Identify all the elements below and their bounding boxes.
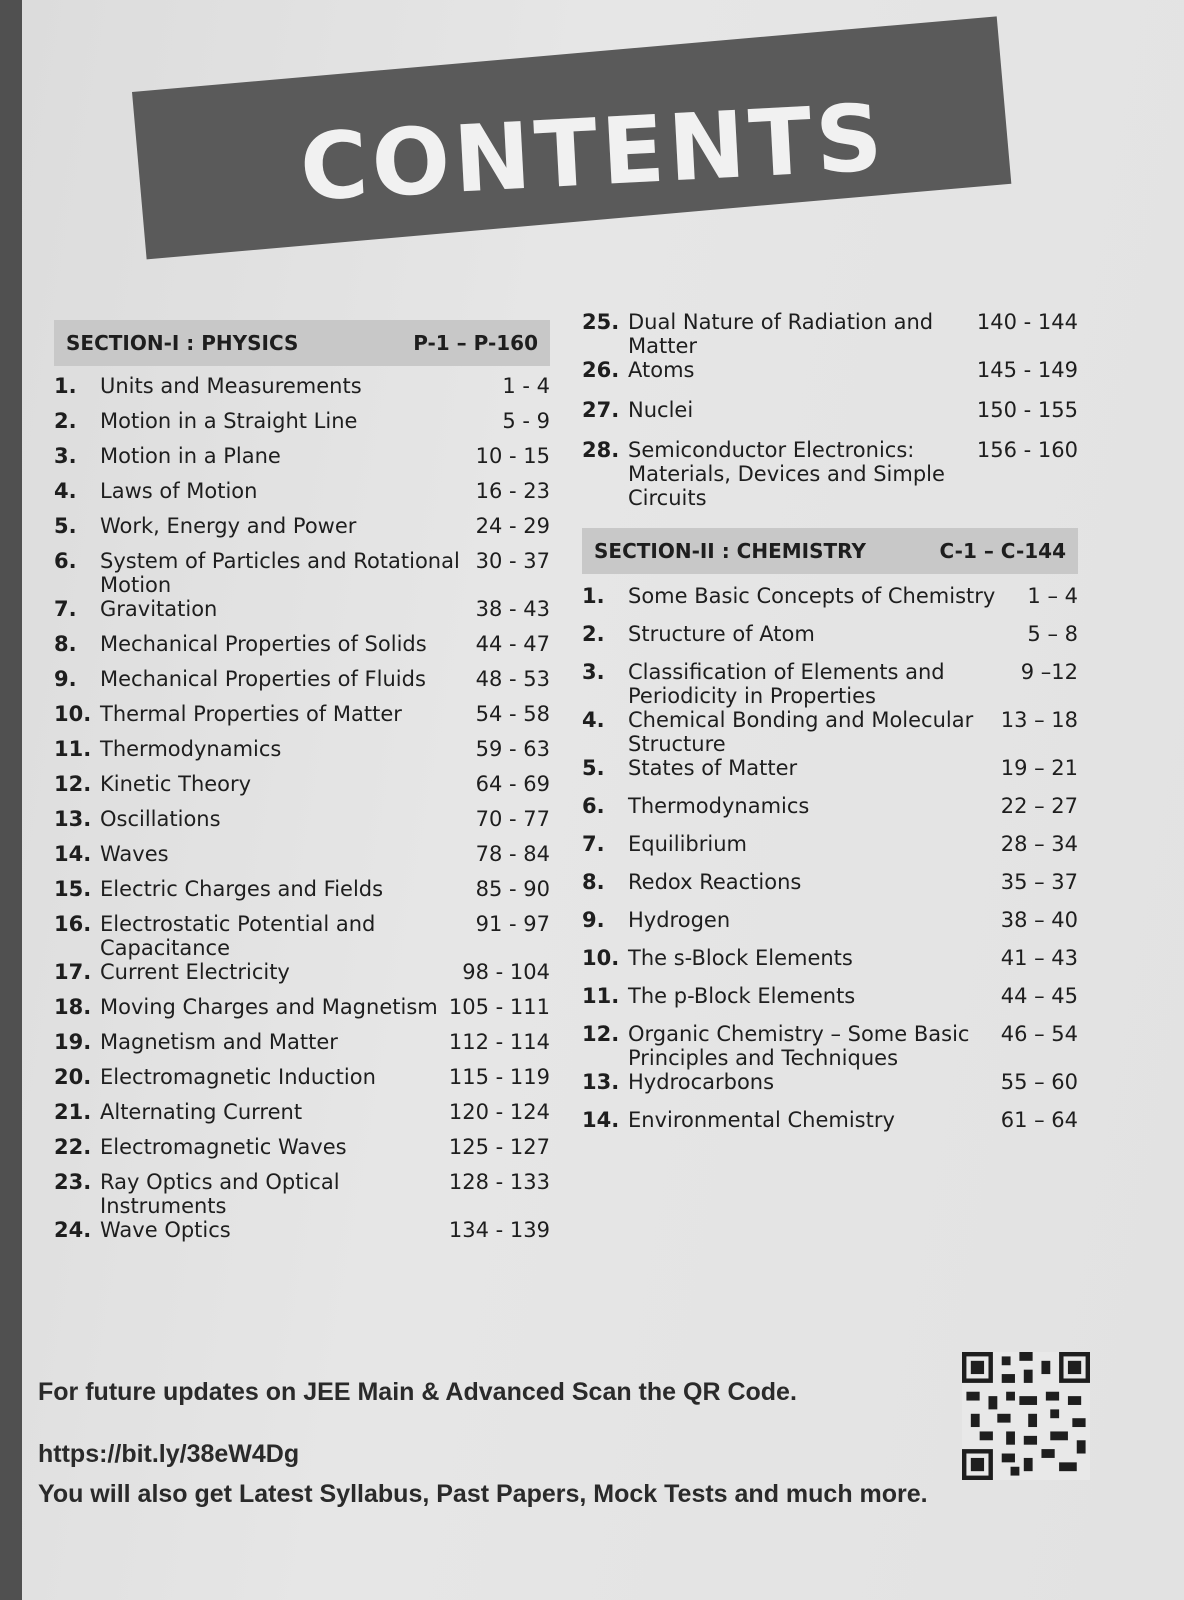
toc-entry-number: 3. (54, 444, 77, 468)
toc-entry-title: Ray Optics and Optical Instruments (100, 1170, 340, 1218)
toc-entry-number: 2. (582, 622, 605, 646)
toc-entry-number: 26. (582, 358, 620, 382)
toc-entry-pages: 150 - 155 (976, 398, 1078, 422)
toc-entry-number: 11. (582, 984, 620, 1008)
toc-entry-title: Electromagnetic Waves (100, 1135, 347, 1159)
toc-entry (54, 912, 550, 960)
toc-entry (54, 1170, 550, 1218)
toc-entry-title: Hydrogen (628, 908, 731, 932)
toc-entry-pages: 54 - 58 (475, 702, 550, 726)
chemistry-section-title: SECTION-II : CHEMISTRY (594, 539, 866, 563)
toc-entry-pages: 145 - 149 (976, 358, 1078, 382)
toc-entry-title: Wave Optics (100, 1218, 231, 1242)
toc-entry (54, 1135, 550, 1170)
toc-entry-title: Kinetic Theory (100, 772, 252, 796)
toc-entry-pages: 85 - 90 (475, 877, 550, 901)
toc-entry-number: 5. (582, 756, 605, 780)
toc-entry-number: 13. (582, 1070, 620, 1094)
toc-entry-number: 15. (54, 877, 92, 901)
physics-column (54, 320, 550, 1253)
toc-entry-pages: 16 - 23 (475, 479, 550, 503)
toc-entry-number: 10. (582, 946, 620, 970)
toc-entry (582, 1108, 1078, 1146)
toc-entry-pages: 13 – 18 (1000, 708, 1078, 732)
toc-entry-title: Thermodynamics (628, 794, 810, 818)
toc-entry-title: Motion in a Straight Line (100, 409, 358, 433)
toc-entry-number: 4. (54, 479, 77, 503)
qr-code-icon[interactable] (962, 1352, 1090, 1480)
physics-section-title: SECTION-I : PHYSICS (66, 331, 299, 355)
toc-entry-pages: 55 – 60 (1000, 1070, 1078, 1094)
toc-entry (582, 832, 1078, 870)
toc-entry-number: 6. (54, 549, 77, 573)
toc-entry-pages: 98 - 104 (462, 960, 550, 984)
toc-entry-pages: 19 – 21 (1000, 756, 1078, 780)
page-edge (0, 0, 22, 1600)
toc-entry-number: 14. (582, 1108, 620, 1132)
toc-entry-title: Redox Reactions (628, 870, 802, 894)
toc-entry (54, 1100, 550, 1135)
toc-entry (582, 870, 1078, 908)
footer-extras-note: You will also get Latest Syllabus, Past Papers, Mock Tests and much more. (38, 1480, 928, 1508)
toc-entry-title: Electrostatic Potential and Capacitance (100, 912, 376, 960)
toc-entry-title: Mechanical Properties of Fluids (100, 667, 426, 691)
toc-entry-number: 12. (54, 772, 92, 796)
toc-entry (582, 622, 1078, 660)
toc-entry-title: The s-Block Elements (628, 946, 853, 970)
toc-entry-title: Thermal Properties of Matter (100, 702, 402, 726)
toc-entry-pages: 64 - 69 (475, 772, 550, 796)
toc-entry-pages: 134 - 139 (448, 1218, 550, 1242)
physics-list (54, 374, 550, 1253)
toc-entry (54, 842, 550, 877)
right-column (582, 310, 1078, 1146)
physics-list-continued (582, 310, 1078, 510)
toc-entry (582, 946, 1078, 984)
toc-entry-title: Equilibrium (628, 832, 747, 856)
toc-entry-number: 20. (54, 1065, 92, 1089)
toc-entry (582, 584, 1078, 622)
toc-entry (54, 960, 550, 995)
toc-entry-number: 14. (54, 842, 92, 866)
toc-entry (582, 756, 1078, 794)
toc-entry (54, 995, 550, 1030)
chemistry-section-range: C-1 – C-144 (939, 539, 1066, 563)
toc-entry-pages: 91 - 97 (475, 912, 550, 936)
toc-entry-title: Chemical Bonding and Molecular Structure (628, 708, 974, 756)
toc-entry-title: Motion in a Plane (100, 444, 281, 468)
toc-entry (582, 1022, 1078, 1070)
toc-entry-title: Work, Energy and Power (100, 514, 357, 538)
toc-entry (582, 398, 1078, 438)
footer-update-note: For future updates on JEE Main & Advanced Scan the QR Code. (38, 1378, 797, 1406)
toc-entry-pages: 5 - 9 (502, 409, 550, 433)
toc-entry (54, 1065, 550, 1100)
toc-entry-number: 10. (54, 702, 92, 726)
toc-entry-title: Classification of Elements and Periodicity in Properties (628, 660, 945, 708)
toc-entry-pages: 38 - 43 (475, 597, 550, 621)
toc-entry-pages: 44 – 45 (1000, 984, 1078, 1008)
contents-title: CONTENTS (297, 84, 889, 222)
toc-entry (582, 794, 1078, 832)
toc-entry-pages: 30 - 37 (475, 549, 550, 573)
toc-entry-pages: 46 – 54 (1000, 1022, 1078, 1046)
toc-entry (582, 708, 1078, 756)
toc-entry (54, 409, 550, 444)
toc-entry-number: 16. (54, 912, 92, 936)
toc-entry-number: 21. (54, 1100, 92, 1124)
toc-entry-pages: 10 - 15 (475, 444, 550, 468)
toc-entry-number: 23. (54, 1170, 92, 1194)
toc-entry-pages: 120 - 124 (448, 1100, 550, 1124)
toc-entry-number: 18. (54, 995, 92, 1019)
toc-entry-number: 1. (54, 374, 77, 398)
toc-entry (54, 597, 550, 632)
toc-entry-pages: 70 - 77 (475, 807, 550, 831)
toc-entry-title: The p-Block Elements (628, 984, 856, 1008)
toc-entry-title: Thermodynamics (100, 737, 282, 761)
toc-entry-pages: 1 – 4 (1027, 584, 1078, 608)
toc-entry-number: 4. (582, 708, 605, 732)
toc-entry-number: 19. (54, 1030, 92, 1054)
toc-entry (54, 772, 550, 807)
toc-entry (54, 1030, 550, 1065)
toc-entry-title: Semiconductor Electronics: Materials, Devices and Simple Circuits (628, 438, 945, 510)
toc-entry-number: 6. (582, 794, 605, 818)
toc-entry (582, 438, 1078, 510)
toc-entry-pages: 48 - 53 (475, 667, 550, 691)
toc-entry-title: Organic Chemistry – Some Basic Principles and Techniques (628, 1022, 970, 1070)
toc-entry (54, 549, 550, 597)
toc-entry-number: 1. (582, 584, 605, 608)
toc-entry (582, 1070, 1078, 1108)
toc-entry-title: Gravitation (100, 597, 218, 621)
toc-entry-title: Electromagnetic Induction (100, 1065, 376, 1089)
toc-entry-pages: 5 – 8 (1027, 622, 1078, 646)
toc-entry-pages: 156 - 160 (976, 438, 1078, 462)
toc-entry-pages: 41 – 43 (1000, 946, 1078, 970)
toc-entry-number: 8. (582, 870, 605, 894)
toc-entry-title: Oscillations (100, 807, 221, 831)
toc-entry-number: 8. (54, 632, 77, 656)
toc-entry-pages: 38 – 40 (1000, 908, 1078, 932)
toc-entry-number: 12. (582, 1022, 620, 1046)
toc-entry-pages: 59 - 63 (475, 737, 550, 761)
toc-entry-number: 2. (54, 409, 77, 433)
toc-entry-pages: 115 - 119 (448, 1065, 550, 1089)
toc-entry-title: Hydrocarbons (628, 1070, 775, 1094)
chemistry-list (582, 584, 1078, 1146)
toc-entry-pages: 1 - 4 (502, 374, 550, 398)
toc-entry-number: 17. (54, 960, 92, 984)
physics-section-header (54, 320, 550, 366)
toc-entry-pages: 22 – 27 (1000, 794, 1078, 818)
toc-entry (54, 514, 550, 549)
toc-entry-number: 3. (582, 660, 605, 684)
toc-entry-number: 11. (54, 737, 92, 761)
toc-entry (54, 877, 550, 912)
toc-entry-number: 27. (582, 398, 620, 422)
toc-entry-title: Electric Charges and Fields (100, 877, 384, 901)
toc-entry-title: Units and Measurements (100, 374, 362, 398)
toc-entry-pages: 140 - 144 (976, 310, 1078, 334)
toc-entry-number: 28. (582, 438, 620, 462)
toc-entry-title: Nuclei (628, 398, 694, 422)
toc-entry-pages: 78 - 84 (475, 842, 550, 866)
toc-entry (582, 660, 1078, 708)
toc-entry (54, 1218, 550, 1253)
toc-entry (54, 702, 550, 737)
toc-entry-title: Environmental Chemistry (628, 1108, 895, 1132)
toc-entry-title: Laws of Motion (100, 479, 258, 503)
toc-entry (54, 444, 550, 479)
toc-entry (54, 807, 550, 842)
toc-entry (54, 737, 550, 772)
chemistry-section-header (582, 528, 1078, 574)
toc-entry (582, 908, 1078, 946)
toc-entry-title: Magnetism and Matter (100, 1030, 338, 1054)
toc-entry (582, 358, 1078, 398)
toc-entry-pages: 9 –12 (1020, 660, 1078, 684)
toc-entry-pages: 24 - 29 (475, 514, 550, 538)
toc-entry-pages: 112 - 114 (448, 1030, 550, 1054)
physics-section-range: P-1 – P-160 (413, 331, 538, 355)
toc-entry-title: Current Electricity (100, 960, 290, 984)
toc-entry-number: 13. (54, 807, 92, 831)
toc-entry-pages: 28 – 34 (1000, 832, 1078, 856)
toc-entry (582, 310, 1078, 358)
toc-entry-number: 22. (54, 1135, 92, 1159)
toc-entry-title: Atoms (628, 358, 695, 382)
toc-entry-pages: 128 - 133 (448, 1170, 550, 1194)
toc-entry-number: 24. (54, 1218, 92, 1242)
toc-entry-pages: 35 – 37 (1000, 870, 1078, 894)
toc-entry-pages: 125 - 127 (448, 1135, 550, 1159)
toc-entry-title: System of Particles and Rotational Motion (100, 549, 460, 597)
toc-entry-number: 5. (54, 514, 77, 538)
footer-url[interactable]: https://bit.ly/38eW4Dg (38, 1440, 300, 1468)
toc-entry-number: 9. (582, 908, 605, 932)
toc-entry-title: Dual Nature of Radiation and Matter (628, 310, 934, 358)
toc-entry-title: Mechanical Properties of Solids (100, 632, 427, 656)
toc-entry (582, 984, 1078, 1022)
toc-entry-pages: 61 – 64 (1000, 1108, 1078, 1132)
toc-entry (54, 374, 550, 409)
toc-entry-number: 7. (54, 597, 77, 621)
toc-entry (54, 667, 550, 702)
toc-entry-title: Structure of Atom (628, 622, 815, 646)
toc-entry-title: Alternating Current (100, 1100, 303, 1124)
toc-entry-number: 9. (54, 667, 77, 691)
toc-entry-title: Some Basic Concepts of Chemistry (628, 584, 996, 608)
toc-entry-pages: 44 - 47 (475, 632, 550, 656)
toc-entry (54, 479, 550, 514)
toc-entry-number: 25. (582, 310, 620, 334)
toc-entry-number: 7. (582, 832, 605, 856)
toc-entry (54, 632, 550, 667)
toc-entry-title: Waves (100, 842, 169, 866)
toc-entry-title: Moving Charges and Magnetism (100, 995, 438, 1019)
toc-entry-title: States of Matter (628, 756, 798, 780)
toc-entry-pages: 105 - 111 (448, 995, 550, 1019)
